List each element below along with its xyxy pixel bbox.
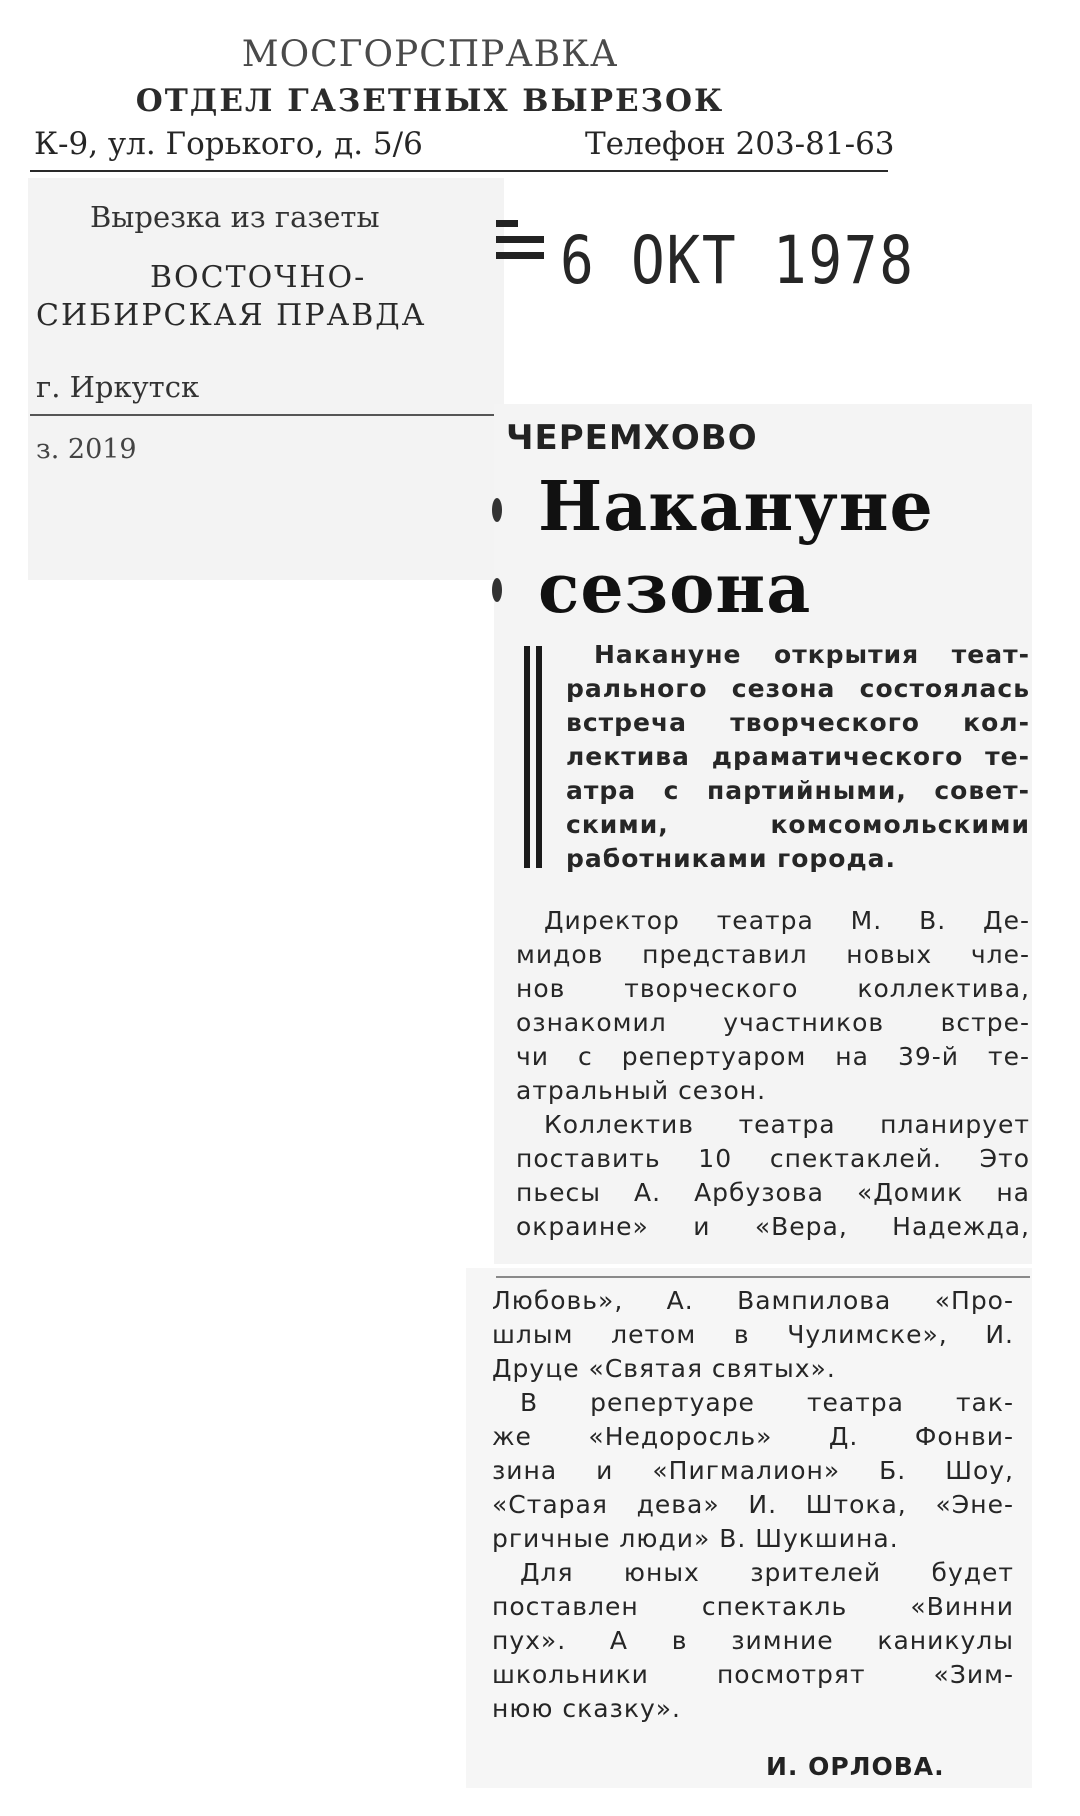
article-body-top [516, 904, 1030, 1244]
body-line: пух». А в зимние каникулы [492, 1626, 1014, 1655]
lead-line: Накануне открытия теат- [594, 640, 1030, 669]
body-line: Любовь», А. Вампилова «Про- [492, 1286, 1014, 1315]
headline-line1: Накануне [538, 467, 934, 547]
lead-line: атра с партийными, совет- [566, 776, 1030, 805]
body-line: Директор театра М. В. Де- [544, 906, 1030, 935]
body-line: ознакомил участников встре- [516, 1008, 1030, 1037]
header-rule [30, 170, 888, 172]
body-line: зина и «Пигмалион» Б. Шоу, [492, 1456, 1014, 1485]
body-line: Коллектив театра планирует [544, 1110, 1030, 1139]
body-line: мидов представил новых чле- [516, 940, 1030, 969]
department-name: ОТДЕЛ ГАЗЕТНЫХ ВЫРЕЗОК [135, 83, 725, 119]
lead-line: скими, комсомольскими [566, 810, 1030, 839]
body-line: поставить 10 спектаклей. Это [516, 1144, 1030, 1173]
clip-cut-line [496, 1276, 1030, 1278]
agency-phone: Телефон 203-81-63 [585, 126, 895, 162]
body-line: нюю сказку». [492, 1694, 681, 1723]
lead-line: встреча творческого кол- [566, 708, 1030, 737]
newspaper-name-line2: СИБИРСКАЯ ПРАВДА [36, 298, 427, 333]
body-line: нов творческого коллектива, [516, 974, 1030, 1003]
body-line: Друце «Святая святых». [492, 1354, 836, 1383]
body-line: поставлен спектакль «Винни [492, 1592, 1014, 1621]
newspaper-name-line1: ВОСТОЧНО- [150, 260, 367, 295]
article-rubric: ЧЕРЕМХОВО [506, 418, 758, 458]
newspaper-city: г. Иркутск [36, 370, 200, 404]
agency-address: К-9, ул. Горького, д. 5/6 [34, 126, 423, 162]
article-body-bottom [492, 1284, 1014, 1726]
stamp-dash-icon [496, 220, 544, 268]
cut-edge-mark [492, 498, 502, 522]
lead-line: рального сезона состоялась [566, 674, 1030, 703]
body-line: окраине» и «Вера, Надежда, [516, 1212, 1030, 1241]
body-line: атральный сезон. [516, 1076, 767, 1105]
headline-line2: сезона [538, 549, 812, 629]
body-line: школьники посмотрят «Зим- [492, 1660, 1014, 1689]
body-line: В репертуаре театра так- [520, 1388, 1014, 1417]
lead-line: лектива драматического те- [566, 742, 1030, 771]
article-lead [566, 638, 1030, 876]
cut-edge-mark [492, 578, 502, 602]
lead-line: работниками города. [566, 844, 897, 873]
date-stamp: 6 ОКТ 1978 [560, 222, 915, 299]
lead-bars-icon [524, 646, 546, 868]
body-line: шлым летом в Чулимске», И. [492, 1320, 1014, 1349]
body-line: чи с репертуаром на 39-й те- [516, 1042, 1030, 1071]
clip-source-caption: Вырезка из газеты [90, 200, 380, 234]
body-line: Для юных зрителей будет [520, 1558, 1014, 1587]
body-line: ргичные люди» В. Шукшина. [492, 1524, 899, 1553]
body-line: же «Недоросль» Д. Фонви- [492, 1422, 1014, 1451]
body-line: «Старая дева» И. Штока, «Эне- [492, 1490, 1014, 1519]
order-number: з. 2019 [36, 434, 137, 465]
agency-name: МОСГОРСПРАВКА [241, 34, 619, 75]
article-headline [538, 466, 934, 630]
label-rule [30, 414, 500, 416]
article-author: И. ОРЛОВА. [766, 1752, 945, 1781]
body-line: пьесы А. Арбузова «Домик на [516, 1178, 1030, 1207]
